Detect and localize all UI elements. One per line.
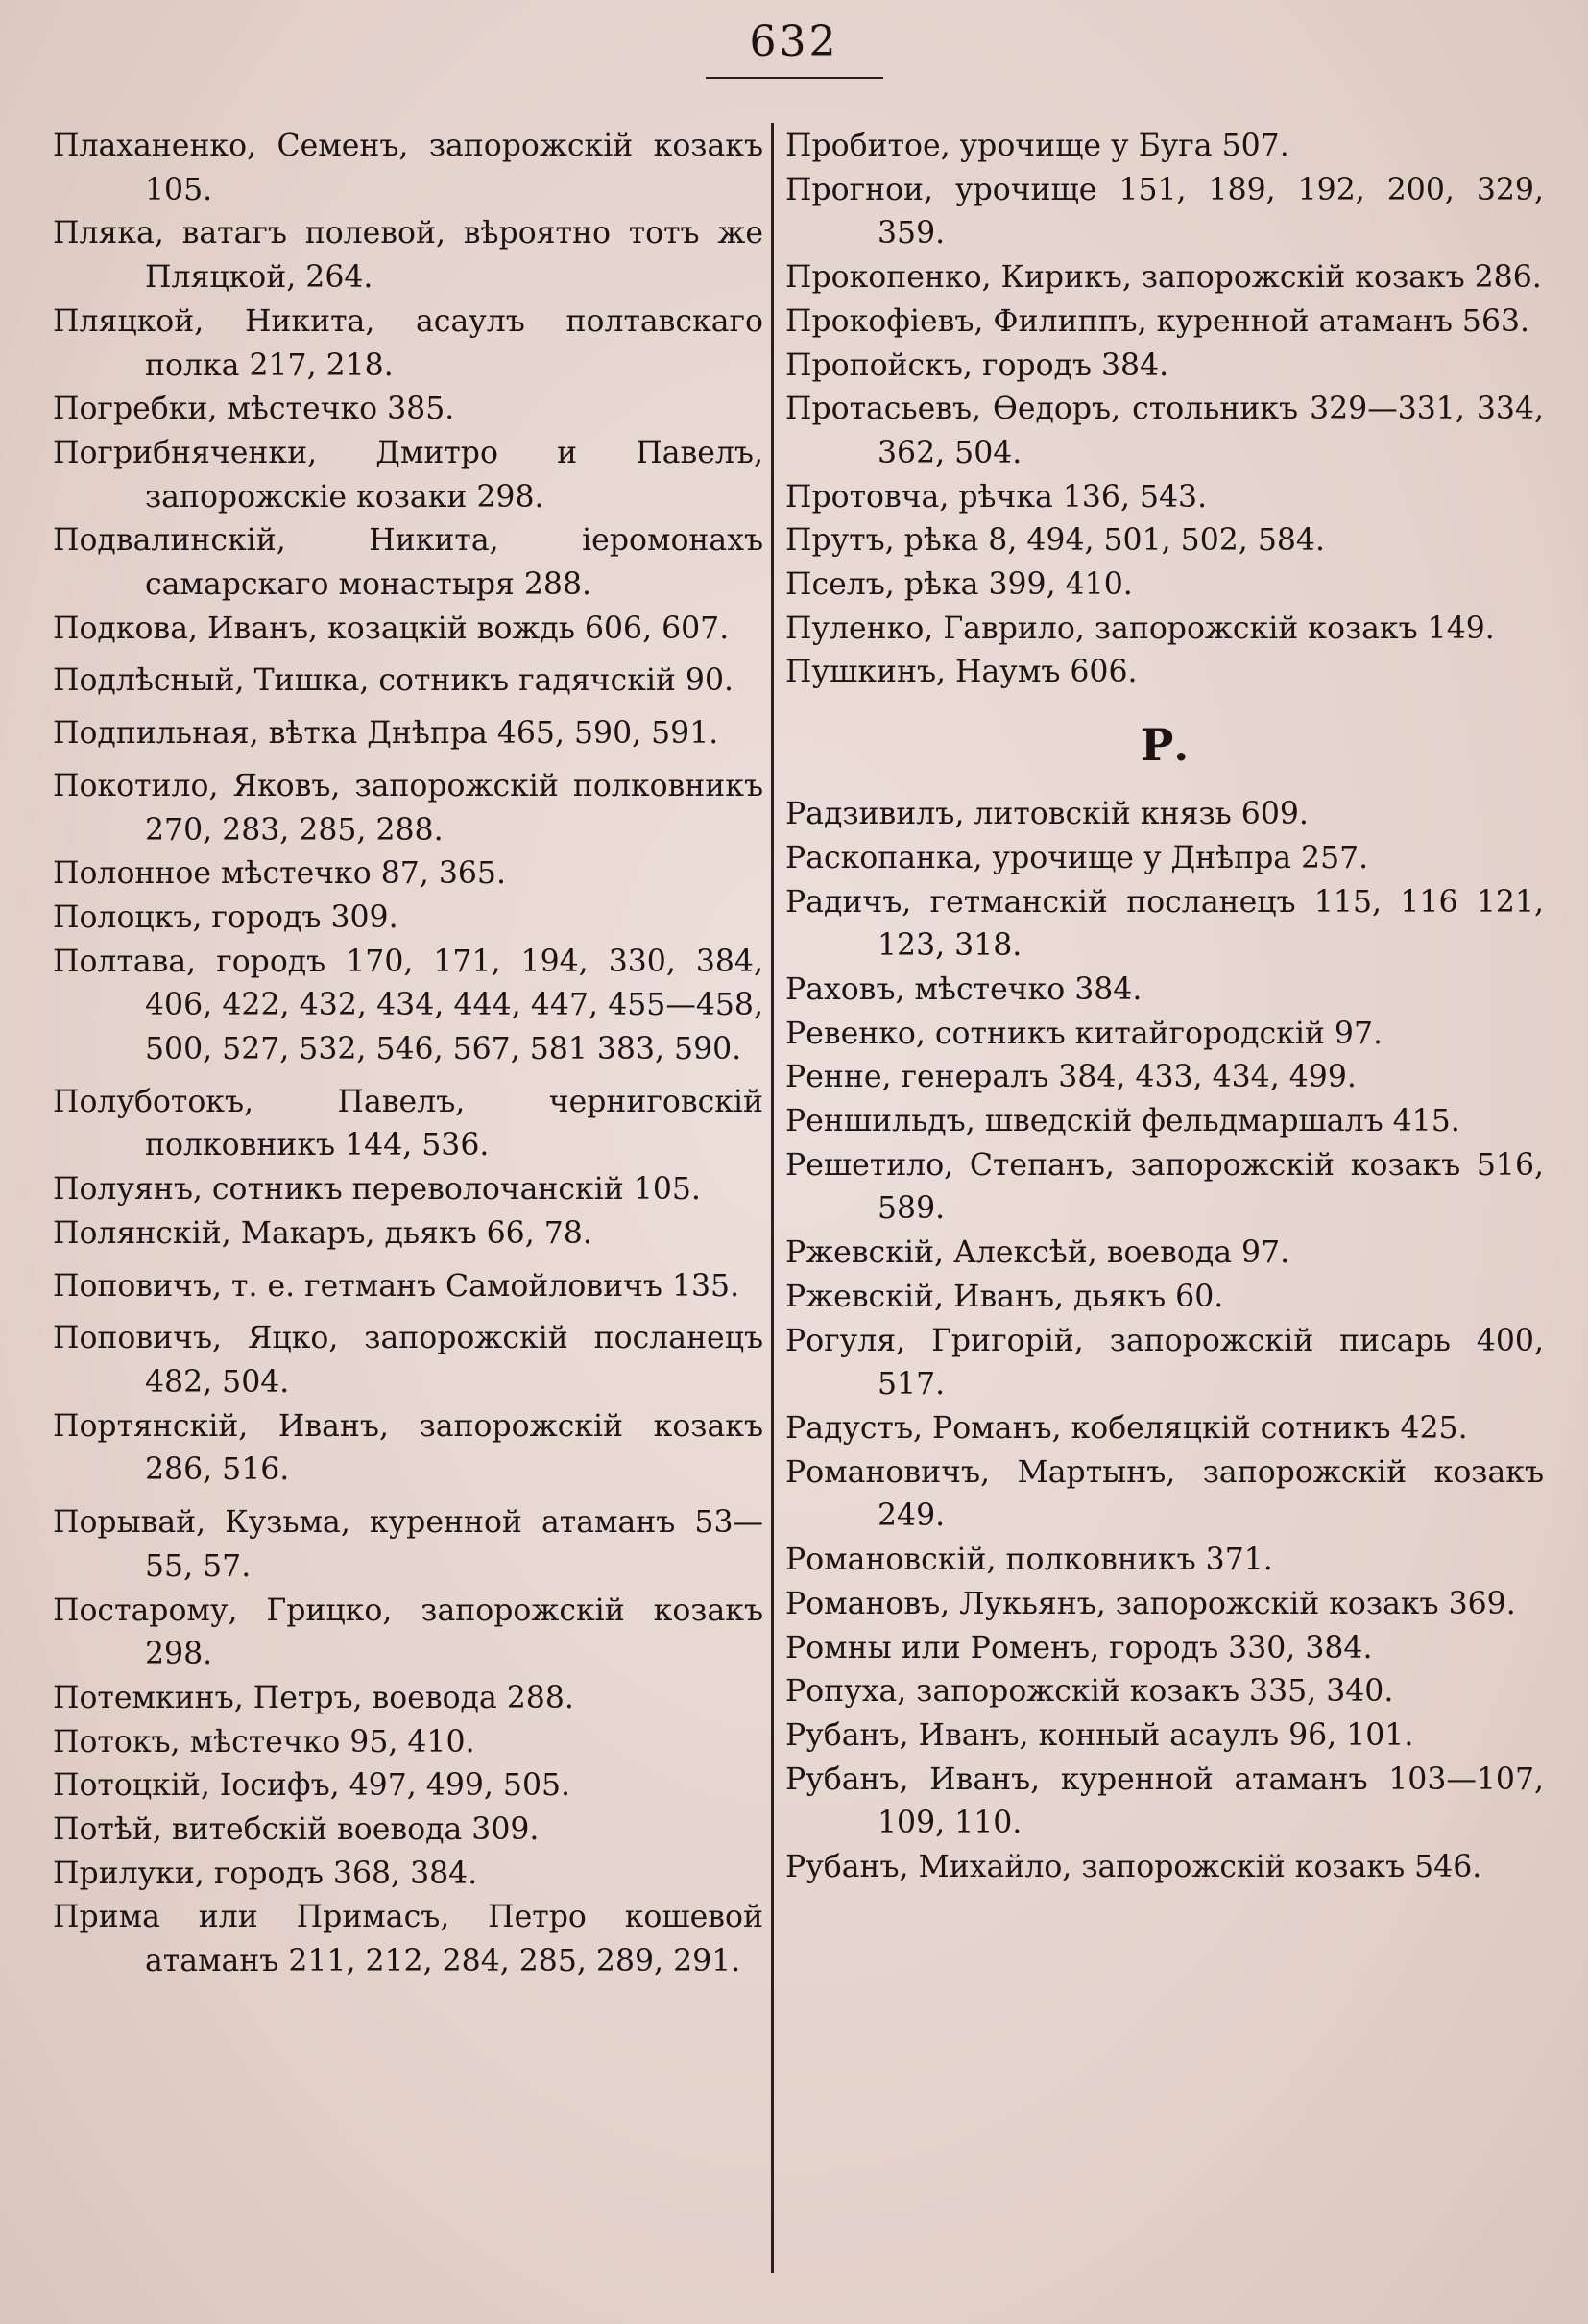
index-entry: Радустъ, Романъ, кобеляцкій сотникъ 425. bbox=[785, 1410, 1468, 1446]
index-entry: Пселъ, рѣка 399, 410. bbox=[785, 567, 1133, 603]
index-entry: Рогуля, Григорій, запорожскій писарь 400, 517. bbox=[785, 1323, 1544, 1402]
index-entry: Реншильдъ, шведскій фельдмаршалъ 415. bbox=[785, 1104, 1460, 1139]
index-entry: Рубанъ, Михайло, запорожскій козакъ 546. bbox=[785, 1850, 1482, 1885]
index-entry: Полонное мѣстечко 87, 365. bbox=[53, 856, 506, 892]
index-entry: Протасьевъ, Ѳедоръ, стольникъ 329—331, 334, 362, 504. bbox=[785, 392, 1544, 470]
index-entry: Полтава, городъ 170, 171, 194, 330, 384, 406, 422, 432, 434, 444, 447, 455—458, 500, 527, 532, 546, 567, 581 383, 590. bbox=[53, 944, 763, 1067]
index-entry: Радичъ, гетманскій посланецъ 115, 116 121, 123, 318. bbox=[785, 884, 1544, 964]
index-entry: Решетило, Степанъ, запорожскій козакъ 516, 589. bbox=[785, 1147, 1544, 1227]
index-entry: Ренне, генералъ 384, 433, 434, 499. bbox=[785, 1060, 1357, 1095]
index-entry: Романовичъ, Мартынъ, запорожскій козакъ 249. bbox=[785, 1454, 1544, 1534]
index-entry: Порывай, Кузьма, куренной атаманъ 53—55, 57. bbox=[53, 1505, 763, 1584]
index-entry: Протовча, рѣчка 136, 543. bbox=[785, 479, 1208, 515]
index-entry: Полуянъ, сотникъ переволочанскій 105. bbox=[53, 1172, 701, 1208]
index-entry: Пляка, ватагъ полевой, вѣроятно тотъ же Пляцкой, 264. bbox=[53, 216, 763, 296]
index-entry: Поповичъ, Яцко, запорожскій посланецъ 482, 504. bbox=[53, 1321, 763, 1400]
index-entry: Прокопенко, Кирикъ, запорожскій козакъ 286. bbox=[785, 260, 1542, 296]
index-entry: Потѣй, витебскій воевода 309. bbox=[53, 1812, 540, 1848]
index-entry: Прокофіевъ, Филиппъ, куренной атаманъ 563. bbox=[785, 303, 1530, 339]
column-divider bbox=[771, 123, 774, 2273]
index-entry: Прилуки, городъ 368, 384. bbox=[53, 1856, 478, 1891]
index-entry: Рубанъ, Иванъ, куренной атаманъ 103—107, 109, 110. bbox=[785, 1761, 1544, 1841]
index-entry: Рубанъ, Иванъ, конный асаулъ 96, 101. bbox=[785, 1717, 1414, 1753]
index-entry: Пушкинъ, Наумъ 606. bbox=[785, 655, 1138, 690]
index-entry: Подкова, Иванъ, козацкій вождь 606, 607. bbox=[53, 611, 730, 646]
index-entry: Раскопанка, урочище у Днѣпра 257. bbox=[785, 840, 1369, 875]
index-entry: Потоцкій, Іосифъ, 497, 499, 505. bbox=[53, 1768, 571, 1804]
index-entry: Покотило, Яковъ, запорожскій полковникъ 270, 283, 285, 288. bbox=[53, 768, 763, 848]
index-entry: Подвалинскій, Никита, іеромонахъ самарскаго монастыря 288. bbox=[53, 523, 763, 603]
header-rule bbox=[706, 77, 883, 79]
index-entry: Пропойскъ, городъ 384. bbox=[785, 347, 1169, 383]
index-column-right bbox=[785, 125, 1544, 1890]
index-entry: Прима или Примасъ, Петро кошевой атаманъ 211, 212, 284, 285, 289, 291. bbox=[53, 1900, 763, 1979]
index-entry: Погрибняченки, Дмитро и Павелъ, запорожскіе козаки 298. bbox=[53, 435, 763, 515]
index-entry: Ромны или Роменъ, городъ 330, 384. bbox=[785, 1630, 1373, 1665]
index-entry: Портянскій, Иванъ, запорожскій козакъ 286, 516. bbox=[53, 1408, 763, 1488]
index-entry: Пляцкой, Никита, асаулъ полтавскаго полка 217, 218. bbox=[53, 303, 763, 383]
index-entry: Раховъ, мѣстечко 384. bbox=[785, 971, 1143, 1007]
index-entry: Ржевскій, Иванъ, дьякъ 60. bbox=[785, 1279, 1224, 1314]
index-entry: Прутъ, рѣка 8, 494, 501, 502, 584. bbox=[785, 523, 1325, 559]
page-number: 632 bbox=[749, 17, 839, 66]
index-entry: Ропуха, запорожскій козакъ 335, 340. bbox=[785, 1674, 1394, 1710]
section-letter-heading: Р. bbox=[1140, 719, 1190, 772]
index-entry: Пробитое, урочище у Буга 507. bbox=[785, 129, 1289, 163]
index-entry: Постарому, Грицко, запорожскій козакъ 298. bbox=[53, 1593, 763, 1672]
index-entry: Ревенко, сотникъ китайгородскій 97. bbox=[785, 1016, 1383, 1051]
index-entry: Радзивилъ, литовскій князь 609. bbox=[785, 797, 1309, 832]
index-entry: Потокъ, мѣстечко 95, 410. bbox=[53, 1724, 475, 1760]
index-column-left bbox=[53, 125, 763, 1984]
index-entry: Плаханенко, Семенъ, запорожскій козакъ 105. bbox=[53, 129, 763, 207]
index-entry: Поповичъ, т. е. гетманъ Самойловичъ 135. bbox=[53, 1268, 740, 1304]
index-entry: Потемкинъ, Петръ, воевода 288. bbox=[53, 1680, 574, 1715]
index-entry: Ржевскій, Алексѣй, воевода 97. bbox=[785, 1235, 1290, 1271]
index-entry: Прогнои, урочище 151, 189, 192, 200, 329, 359. bbox=[785, 172, 1544, 252]
index-entry: Погребки, мѣстечко 385. bbox=[53, 392, 455, 427]
index-entry: Романовъ, Лукьянъ, запорожскій козакъ 369. bbox=[785, 1586, 1516, 1621]
index-entry: Полуботокъ, Павелъ, черниговскій полковникъ 144, 536. bbox=[53, 1084, 763, 1163]
index-entry: Полянскій, Макаръ, дьякъ 66, 78. bbox=[53, 1215, 592, 1251]
index-entry: Подпильная, вѣтка Днѣпра 465, 590, 591. bbox=[53, 716, 719, 752]
index-entry: Полоцкъ, городъ 309. bbox=[53, 899, 398, 935]
index-entry: Подлѣсный, Тишка, сотникъ гадячскій 90. bbox=[53, 663, 734, 699]
index-entry: Пуленко, Гаврило, запорожскій козакъ 149. bbox=[785, 611, 1495, 646]
index-entry: Романовскій, полковникъ 371. bbox=[785, 1543, 1273, 1578]
